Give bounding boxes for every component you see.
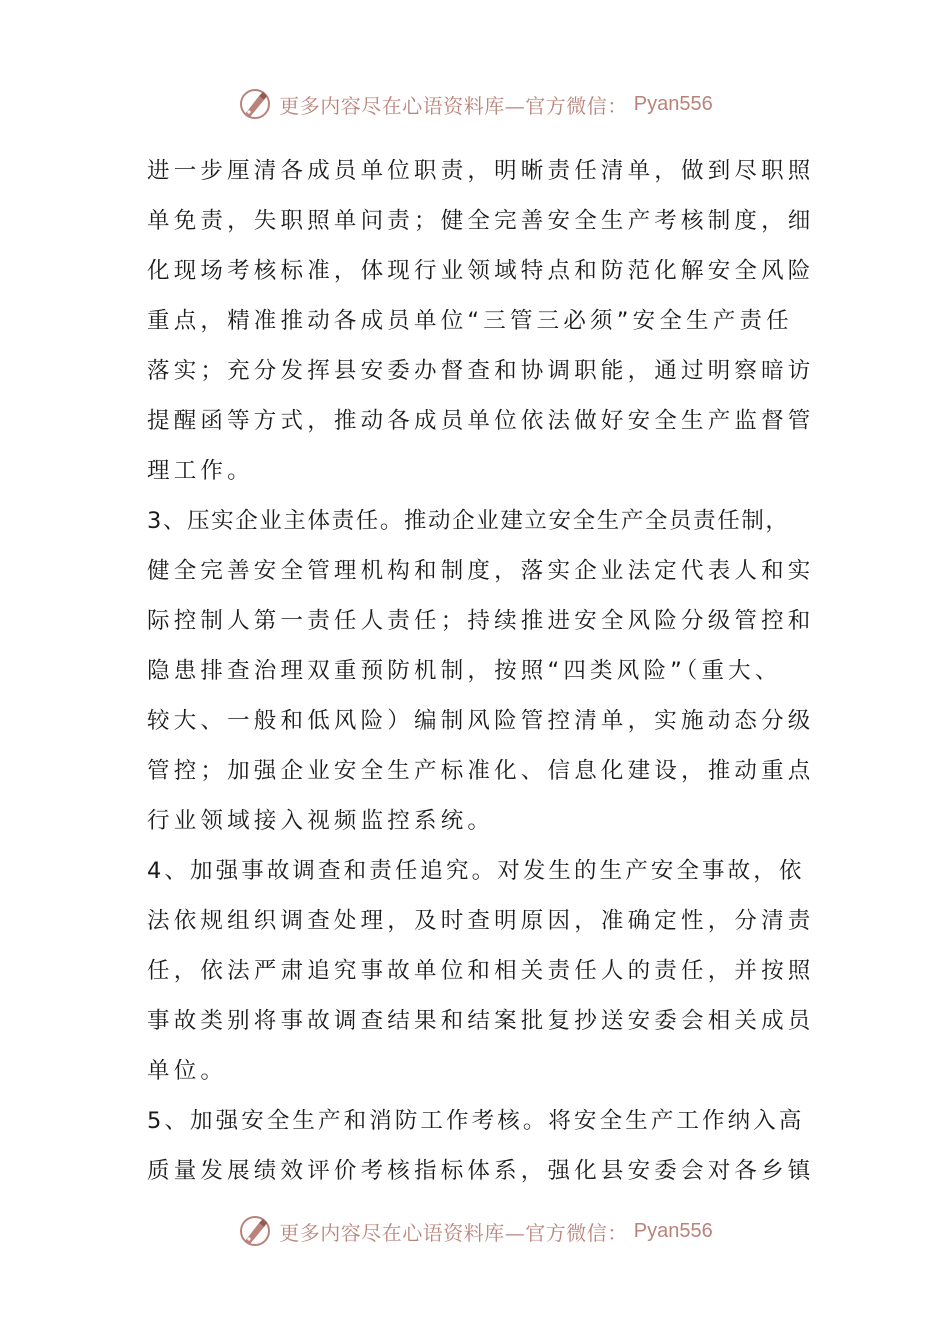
footer-banner [0,1211,950,1251]
text-line: 事故类别将事故调查结果和结案批复抄送安委会相关成员 [147,1008,815,1034]
text-line: 任，依法严肃追究事故单位和相关责任人的责任，并按照 [147,958,815,984]
section-heading-line: 4、加强事故调查和责任追究。对发生的生产安全事故，依 [147,858,805,884]
text-line: 单免责，失职照单问责；健全完善安全生产考核制度，细 [147,208,815,234]
section-heading-line: 3、压实企业主体责任。推动企业建立安全生产全员责任制， [147,508,790,534]
text-line: 落实；充分发挥县安委办督查和协调职能，通过明察暗访 [147,358,815,384]
text-line: 质量发展绩效评价考核指标体系，强化县安委会对各乡镇 [147,1158,815,1184]
text-line: 法依规组织调查处理，及时查明原因，准确定性，分清责 [147,908,815,934]
text-line: 单位。 [147,1058,228,1084]
banner-slogan: 更多内容尽在心语资料库—官方微信： [279,93,628,118]
wechat-account: Pyan556 [633,92,713,115]
text-line: 提醒函等方式，推动各成员单位依法做好安全生产监督管 [147,408,815,434]
wechat-account: Pyan556 [633,1219,713,1242]
banner-slogan: 更多内容尽在心语资料库—官方微信： [279,1220,628,1245]
text-line: 进一步厘清各成员单位职责，明晰责任清单，做到尽职照 [147,158,815,184]
text-line: 行业领域接入视频监控系统。 [147,808,495,834]
text-line: 际控制人第一责任人责任；持续推进安全风险分级管控和 [147,608,815,634]
header-banner [0,84,950,124]
document-body [147,146,815,1196]
text-line: 化现场考核标准，体现行业领域特点和防范化解安全风险 [147,258,815,284]
pen-nib-logo-icon [237,1213,273,1249]
text-line: 较大、一般和低风险）编制风险管控清单，实施动态分级 [147,708,815,734]
section-heading-line: 5、加强安全生产和消防工作考核。将安全生产工作纳入高 [147,1108,805,1134]
text-line: 理工作。 [147,458,254,484]
text-line: 重点，精准推动各成员单位“三管三必须”安全生产责任 [147,308,793,334]
text-line: 隐患排查治理双重预防机制，按照“四类风险”（重大、 [147,658,782,684]
pen-nib-logo-icon [237,86,273,122]
text-line: 健全完善安全管理机构和制度，落实企业法定代表人和实 [147,558,815,584]
text-line: 管控；加强企业安全生产标准化、信息化建设，推动重点 [147,758,815,784]
